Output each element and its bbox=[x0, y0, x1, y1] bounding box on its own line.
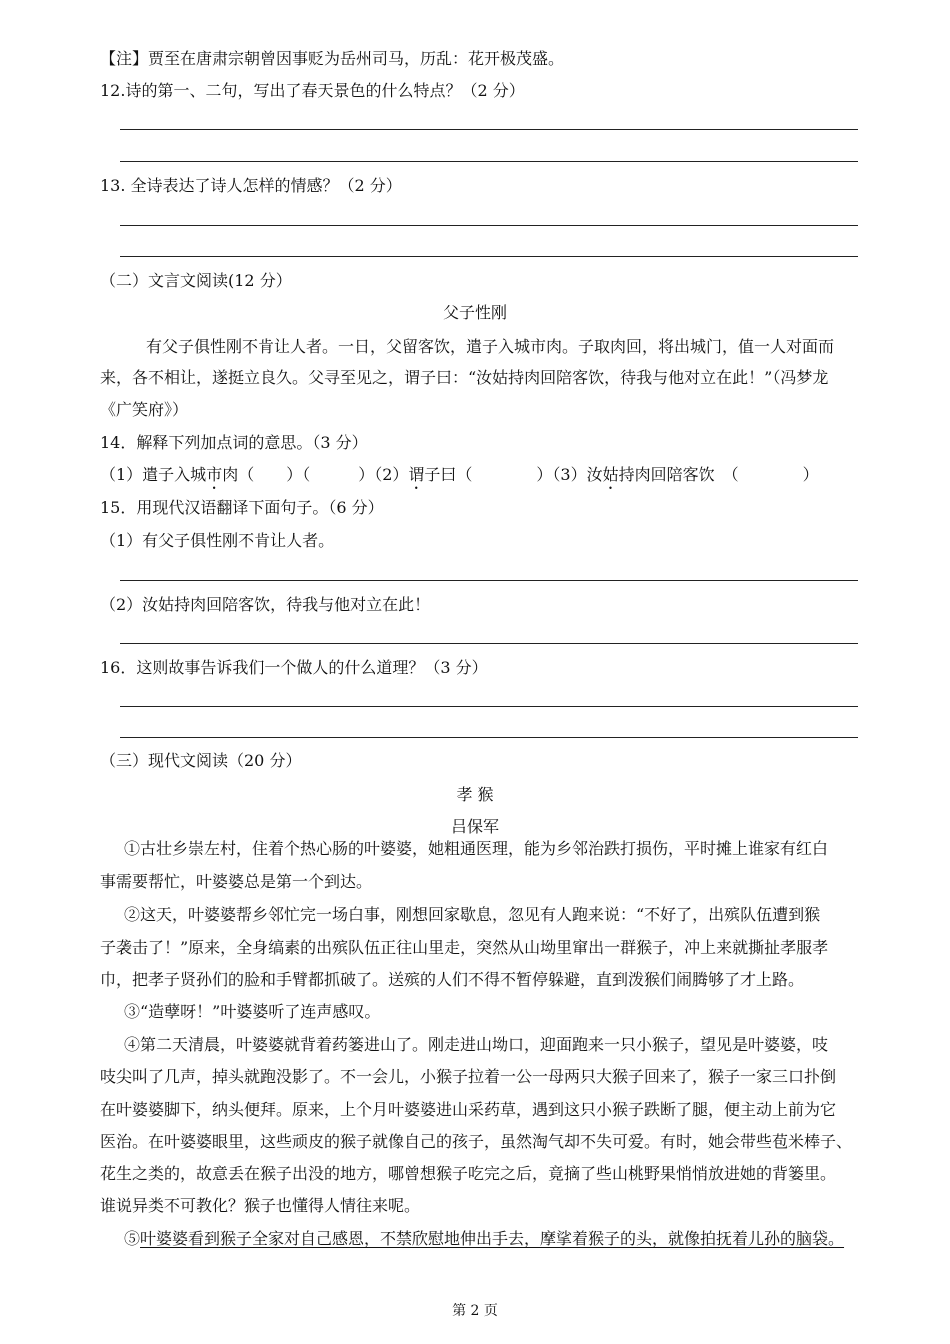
answer-line[interactable] bbox=[120, 706, 858, 707]
paragraph-line: ③“造孽呀！”叶婆婆听了连声感叹。 bbox=[124, 1002, 381, 1021]
paragraph-line: 在叶婆婆脚下，纳头便拜。原来，上个月叶婆婆进山采药草，遇到这只小猴子跌断了腿，便主动上前为它 bbox=[100, 1100, 837, 1119]
answer-line[interactable] bbox=[120, 225, 858, 226]
question-16: 16．这则故事告诉我们一个做人的什么道理？（3 分） bbox=[100, 658, 488, 677]
answer-line[interactable] bbox=[120, 737, 858, 738]
q14-item-1-pre: （1）遣子入城 bbox=[100, 465, 207, 484]
question-15: 15．用现代汉语翻译下面句子。（6 分） bbox=[100, 498, 384, 517]
paragraph-line: 医治。在叶婆婆眼里，这些顽皮的猴子就像自己的孩子，虽然淘气却不失可爱。有时，她会带些苞米棒子、 bbox=[100, 1132, 853, 1151]
paragraph-number: ⑤ bbox=[124, 1229, 141, 1248]
answer-line[interactable] bbox=[120, 161, 858, 162]
section-heading-classical: （二）文言文阅读(12 分） bbox=[100, 271, 292, 290]
paragraph-line: 巾，把孝子贤孙们的脸和手臂都抓破了。送殡的人们不得不暂停躲避，直到泼猴们闹腾够了才上路。 bbox=[100, 970, 805, 989]
q14-item-1-post[interactable]: 肉（ ）（ ）（2） bbox=[222, 465, 409, 484]
q14-item-3-post[interactable]: 持肉回陪客饮 （ ） bbox=[618, 465, 819, 484]
paragraph-line: 谁说异类不可教化？猴子也懂得人情往来呢。 bbox=[100, 1196, 421, 1215]
answer-line[interactable] bbox=[120, 256, 858, 257]
paragraph-line: 事需要帮忙，叶婆婆总是第一个到达。 bbox=[100, 872, 373, 891]
paragraph-line: 吱尖叫了几声，掉头就跑没影了。不一会儿，小猴子拉着一公一母两只大猴子回来了，猴子一家三口扑倒 bbox=[100, 1067, 837, 1086]
question-14-items bbox=[100, 464, 819, 493]
dotted-word-wei: 谓 bbox=[408, 465, 425, 484]
question-12: 12.诗的第一、二句，写出了春天景色的什么特点？（2 分） bbox=[100, 81, 525, 100]
paragraph-line: ②这天，叶婆婆帮乡邻忙完一场白事，刚想回家歇息，忽见有人跑来说：“不好了，出殡队伍遭到猴 bbox=[124, 905, 821, 924]
answer-line[interactable] bbox=[120, 643, 858, 644]
paragraph-line: ①古壮乡崇左村，住着个热心肠的叶婆婆，她粗通医理，能为乡邻治跌打损伤，平时摊上谁家有红白 bbox=[124, 839, 829, 858]
section-heading-modern: （三）现代文阅读（20 分） bbox=[100, 751, 302, 770]
classical-text-line: 《广笑府》） bbox=[100, 400, 189, 419]
modern-author: 吕保军 bbox=[450, 817, 499, 836]
poem-note: 【注】贾至在唐肃宗朝曾因事贬为岳州司马，历乱：花开极茂盛。 bbox=[100, 49, 565, 68]
classical-text-line: 来，各不相让，遂挺立良久。父寻至见之，谓子曰：“汝姑持肉回陪客饮，待我与他对立在此！”（冯梦龙 bbox=[100, 368, 829, 387]
dotted-word-shi: 市 bbox=[206, 465, 223, 484]
paragraph-line: 子袭击了！”原来，全身缟素的出殡队伍正往山里走，突然从山坳里窜出一群猴子，冲上来就撕扯孝服孝 bbox=[100, 938, 829, 957]
page-number: 第 2 页 bbox=[452, 1303, 498, 1319]
paragraph-line: ④第二天清晨，叶婆婆就背着药篓进山了。刚走进山坳口，迎面跑来一只小猴子，望见是叶婆婆，吱 bbox=[124, 1035, 829, 1054]
question-15-1: （1）有父子俱性刚不肯让人者。 bbox=[100, 531, 335, 550]
underlined-sentence: 叶婆婆看到猴子全家对自己感恩，不禁欣慰地伸出手去，摩挲着猴子的头，就像拍抚着儿孙的脑袋。 bbox=[140, 1229, 845, 1248]
classical-title: 父子性刚 bbox=[442, 303, 507, 322]
question-15-2: （2）汝姑持肉回陪客饮，待我与他对立在此！ bbox=[100, 595, 431, 614]
classical-text-line: 有父子俱性刚不肯让人者。一日，父留客饮，遣子入城市肉。子取肉回，将出城门，值一人对面而 bbox=[146, 337, 835, 356]
question-13: 13. 全诗表达了诗人怎样的情感？（2 分） bbox=[100, 176, 402, 195]
answer-line[interactable] bbox=[120, 580, 858, 581]
paragraph-line: 花生之类的，故意丢在猴子出没的地方，哪曾想猴子吃完之后，竟摘了些山桃野果悄悄放进她的背篓里。 bbox=[100, 1164, 837, 1183]
q14-item-2-post[interactable]: 子曰（ ）（3）汝 bbox=[424, 465, 603, 484]
paragraph-5 bbox=[124, 1228, 844, 1250]
question-14: 14．解释下列加点词的意思。（3 分） bbox=[100, 433, 368, 452]
modern-title: 孝 猴 bbox=[456, 785, 494, 804]
answer-line[interactable] bbox=[120, 129, 858, 130]
dotted-word-gu: 姑 bbox=[602, 465, 619, 484]
